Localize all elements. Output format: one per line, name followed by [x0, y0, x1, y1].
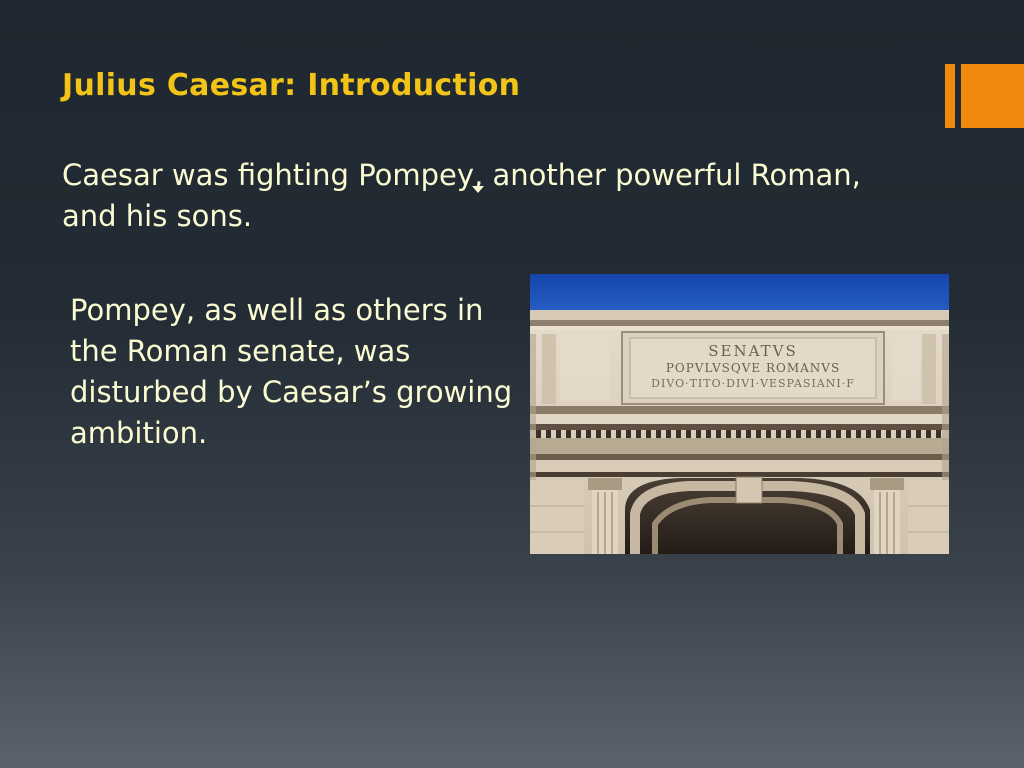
svg-text:POPVLVSQVE ROMANVS: POPVLVSQVE ROMANVS: [665, 361, 841, 375]
lead-paragraph: Caesar was fighting Pompey, another powerful Roman, and his sons.: [62, 158, 861, 233]
accent-block-icon: [961, 64, 1024, 128]
cursor-arrow-icon: [472, 186, 484, 193]
slide-title: Julius Caesar: Introduction: [62, 68, 521, 103]
svg-text:DIVO·TITO·DIVI·VESPASIANI·F: DIVO·TITO·DIVI·VESPASIANI·F: [651, 377, 855, 390]
arch-inscription-photo: [530, 274, 949, 554]
svg-text:SENATVS: SENATVS: [708, 342, 798, 360]
accent-bar-icon: [945, 64, 955, 128]
body-paragraph: Pompey, as well as others in the Roman senate, was disturbed by Caesar’s growing ambition.: [70, 293, 513, 450]
